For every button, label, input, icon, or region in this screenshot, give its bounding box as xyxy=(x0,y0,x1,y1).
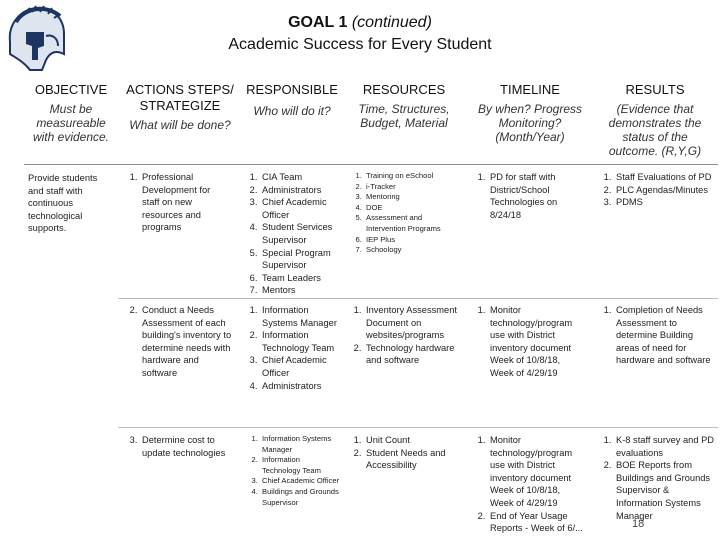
results-list-3: 1. K-8 staff survey and PD evaluations 2. BOE Reports from Buildings and Grounds Supervisor & Information Systems Manager xyxy=(598,434,714,522)
objective-text: Provide students and staff with continuous technological supports. xyxy=(28,173,98,234)
resources-list-2: 1. Inventory Assessment Document on websites/programs 2. Technology hardware and software xyxy=(348,304,460,367)
timeline-list-3: 1. Monitor technology/program use with District inventory document Week of 10/8/18, Week of 4/29/19 2. End of Year Usage Reports - Week of 6/... xyxy=(472,434,584,538)
responsible-list-3: 1. Information Systems Manager 2. Information Technology Team 3. Chief Academic Officer 4. Buildings and Grounds Supervisor xyxy=(244,434,340,508)
page-title xyxy=(0,12,720,56)
timeline-list-2: 1. Monitor technology/program use with District inventory document Week of 10/8/18, Week of 4/29/19 xyxy=(472,304,584,380)
header-timeline: TIMELINE By when? Progress Monitoring? (Month/Year) xyxy=(477,82,583,144)
row-divider xyxy=(118,427,718,428)
timeline-list-1: 1. PD for staff with District/School Technologies on 8/24/18 xyxy=(472,171,582,221)
page-subtitle: Academic Success for Every Student xyxy=(228,36,492,53)
responsible-list-1: 1. CIA Team 2. Administrators 3. Chief Academic Officer 4. Student Services Supervisor 5. Special Program Supervisor 6. Team Leaders 7. Mentors xyxy=(244,171,340,297)
results-list-2: 1. Completion of Needs Assessment to determine Building areas of need for hardware and software xyxy=(598,304,714,367)
resources-list-1: 1. Training on eSchool 2. i-Tracker 3. Mentoring 4. DOE 5. Assessment and Intervention Programs 6. IEP Plus 7. Schoology xyxy=(348,171,460,256)
responsible-list-2: 1. Information Systems Manager 2. Information Technology Team 3. Chief Academic Officer 4. Administrators xyxy=(244,304,340,392)
action-step-1: 1. Professional Development for staff on new resources and programs xyxy=(124,171,228,234)
header-action-steps: ACTIONS STEPS/ STRATEGIZE What will be done? xyxy=(126,82,234,132)
header-divider xyxy=(24,164,718,165)
goal-suffix: (continued) xyxy=(351,14,432,31)
header-results: RESULTS (Evidence that demonstrates the status of the outcome. (R,Y,G) xyxy=(608,82,702,158)
resources-list-3: 1. Unit Count 2. Student Needs and Accessibility xyxy=(348,434,460,472)
action-step-2: 2. Conduct a Needs Assessment of each building's inventory to determine needs with hardware and software xyxy=(124,304,234,380)
header-responsible: RESPONSIBLE Who will do it? xyxy=(246,82,338,118)
page-number: 18 xyxy=(632,518,645,530)
header-resources: RESOURCES Time, Structures, Budget, Material xyxy=(358,82,450,130)
row-divider xyxy=(118,298,718,299)
header-objective: OBJECTIVE Must be measureable with evidence. xyxy=(32,82,110,144)
action-step-3: 3. Determine cost to update technologies xyxy=(124,434,236,459)
results-list-1: 1. Staff Evaluations of PD 2. PLC Agendas/Minutes 3. PDMS xyxy=(598,171,714,209)
goal-label: GOAL 1 xyxy=(288,14,348,31)
